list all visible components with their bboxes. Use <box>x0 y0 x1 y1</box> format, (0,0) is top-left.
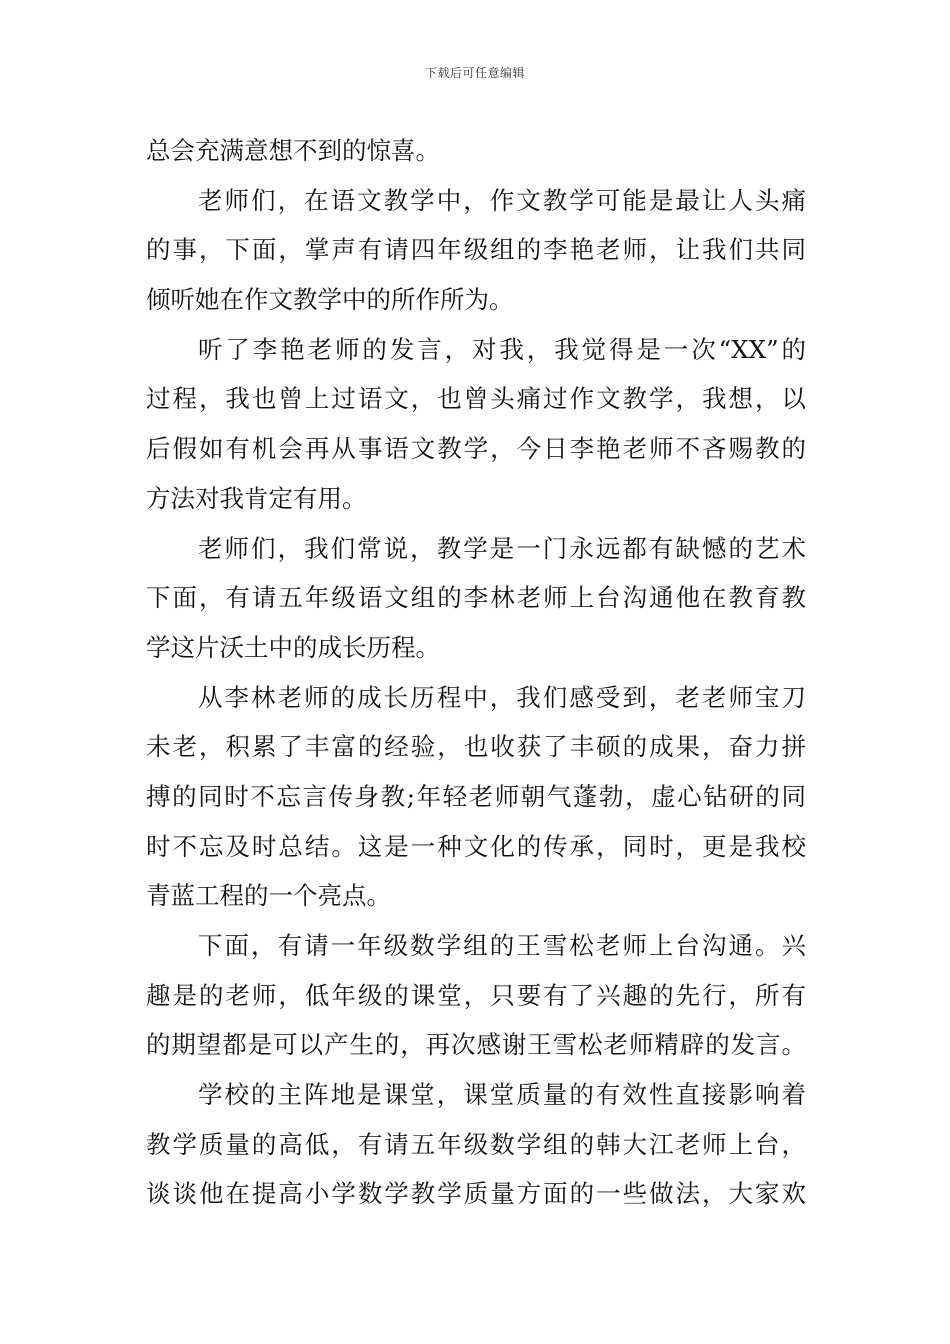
text-line: 趣是的老师，低年级的课堂，只要有了兴趣的先行，所有 <box>146 980 806 1010</box>
text-line: 听了李艳老师的发言，对我，我觉得是一次“XX”的 <box>198 334 806 364</box>
text-line: 老师们，在语文教学中，作文教学可能是最让人头痛 <box>198 185 806 215</box>
page-header: 下载后可任意编辑 <box>424 66 525 80</box>
text-line: 下面，有请一年级数学组的王雪松老师上台沟通。兴 <box>198 931 806 960</box>
text-line: 未老，积累了丰富的经验，也收获了丰硕的成果，奋力拼 <box>146 732 806 762</box>
text-line: 学校的主阵地是课堂，课堂质量的有效性直接影响着 <box>198 1080 806 1110</box>
text-line: 倾听她在作文教学中的所作所为。 <box>146 285 514 315</box>
text-line: 方法对我肯定有用。 <box>146 483 367 513</box>
text-line: 的期望都是可以产生的，再次感谢王雪松老师精辟的发言。 <box>146 1030 806 1060</box>
text-line: 下面，有请五年级语文组的李林老师上台沟通他在教育教 <box>146 583 806 613</box>
text-line: 总会充满意想不到的惊喜。 <box>146 136 440 165</box>
text-line: 时不忘及时总结。这是一种文化的传承，同时，更是我校 <box>146 831 806 861</box>
document-body <box>146 126 806 1219</box>
text-line: 的事，下面，掌声有请四年级组的李艳老师，让我们共同 <box>146 235 806 265</box>
text-line: 谈谈他在提高小学数学教学质量方面的一些做法，大家欢 <box>146 1179 806 1209</box>
text-line: 学这片沃土中的成长历程。 <box>146 632 440 662</box>
text-line: 老师们，我们常说，教学是一门永远都有缺憾的艺术 <box>198 533 806 563</box>
text-line: 过程，我也曾上过语文，也曾头痛过作文教学，我想，以 <box>146 384 806 414</box>
text-line: 后假如有机会再从事语文教学，今日李艳老师不吝赐教的 <box>146 434 806 464</box>
text-line: 搏的同时不忘言传身教;年轻老师朝气蓬勃，虚心钻研的同 <box>146 781 806 811</box>
text-line: 从李林老师的成长历程中，我们感受到，老老师宝刀 <box>198 682 806 712</box>
text-line: 青蓝工程的一个亮点。 <box>146 881 391 911</box>
text-line: 教学质量的高低，有请五年级数学组的韩大江老师上台， <box>146 1129 806 1159</box>
